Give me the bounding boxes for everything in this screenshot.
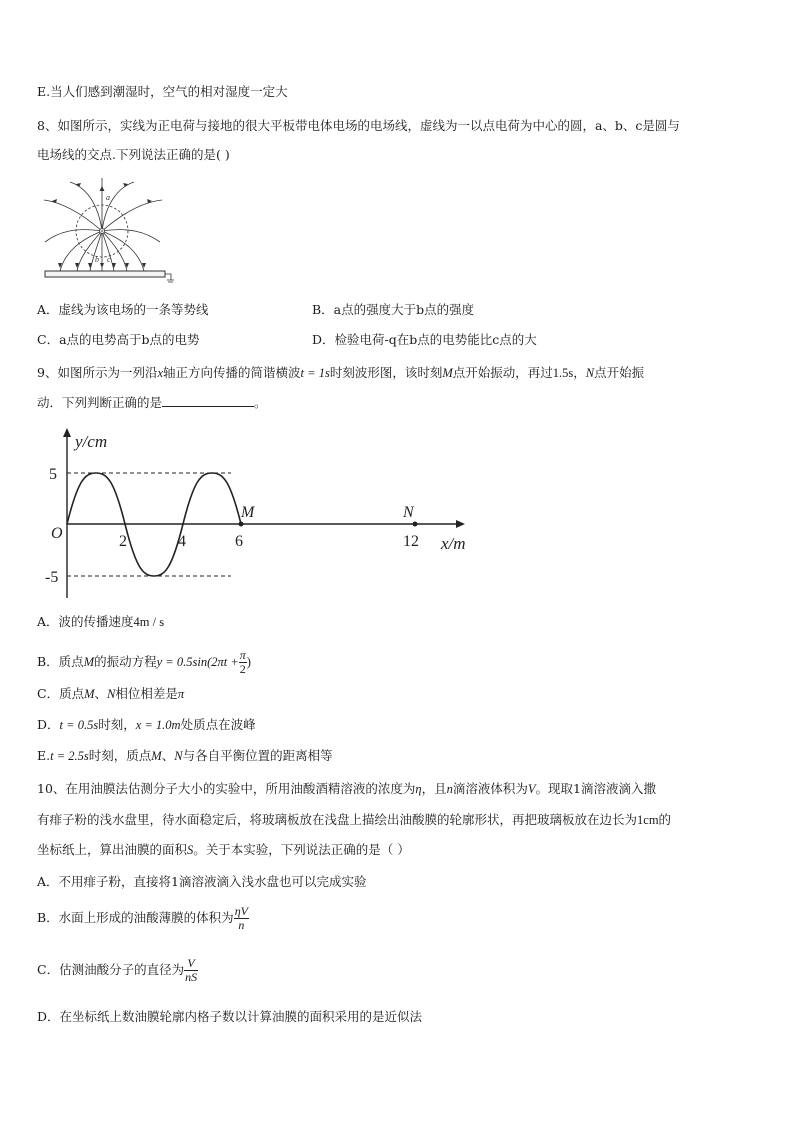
q9-origin: O	[51, 525, 63, 542]
q9-option-d: D．t = 0.5s时刻，x = 1.0m处质点在波峰	[37, 717, 256, 732]
q9-option-a: A．波的传播速度4m / s	[37, 614, 165, 629]
q7-option-e: E.当人们感到潮湿时，空气的相对湿度一定大	[37, 84, 288, 99]
q8-stem-line1: 8、如图所示，实线为正电荷与接地的很大平板带电体电场的电场线，虚线为一以点电荷为中心的圆，a、b、c是圆与	[37, 118, 680, 133]
q9-x6: 6	[235, 533, 243, 550]
q8-point-a: a	[106, 193, 110, 202]
q10-stem-line1: 10、在用油膜法估测分子大小的实验中，所用油酸酒精溶液的浓度为η，且n滴溶液体积为V。现取1滴溶液滴入撒	[37, 781, 657, 796]
q8-point-c: c	[107, 255, 111, 264]
q8-option-b: B．a点的强度大于b点的强度	[312, 302, 475, 317]
q9-y5: 5	[49, 466, 57, 483]
q8-field-diagram	[40, 172, 174, 290]
q9-x2: 2	[119, 533, 127, 550]
q9-wave-graph	[45, 425, 475, 600]
q8-option-d: D．检验电荷-q在b点的电势能比c点的大	[312, 332, 537, 347]
q9-x12: 12	[403, 533, 419, 550]
q9-stem-line2: 动．下列判断正确的是 。	[37, 395, 267, 410]
q9-xlabel: x/m	[441, 534, 466, 553]
q9-point-n: N	[403, 504, 414, 521]
q9-option-e: E.t = 2.5s时刻，质点M、N与各自平衡位置的距离相等	[37, 748, 333, 763]
q9-option-c: C．质点M、N相位相差是π	[37, 686, 185, 701]
q8-point-b: b	[95, 255, 99, 264]
q8-option-c: C．a点的电势高于b点的电势	[37, 332, 200, 347]
q9-option-b: B．质点M的振动方程y = 0.5sin(2πt + $\frac{\pi}{2}$ )	[37, 648, 251, 676]
q10-option-a: A．不用痱子粉，直接将1滴溶液滴入浅水盘也可以完成实验	[37, 874, 367, 889]
q9-x4: 4	[178, 533, 186, 550]
q9-yneg5: -5	[45, 569, 59, 586]
q10-stem-line2: 有痱子粉的浅水盘里，待水面稳定后，将玻璃板放在浅盘上描绘出油酸膜的轮廓形状，再把玻璃板放在边长为1cm的	[37, 812, 672, 827]
answer-blank[interactable]	[162, 394, 254, 407]
q10-stem-line3: 坐标纸上，算出油膜的面积S。关于本实验，下列说法正确的是（ ）	[37, 842, 410, 857]
q10-option-d: D．在坐标纸上数油膜轮廓内格子数以计算油膜的面积采用的是近似法	[37, 1009, 423, 1024]
q8-stem-line2: 电场线的交点.下列说法正确的是( )	[37, 147, 230, 162]
q9-stem-line1: 9、如图所示为一列沿x轴正方向传播的简谐横波t = 1s时刻波形图，该时刻M点开始振动，再过1.5s，N点开始振	[37, 365, 645, 380]
q9-point-m: M	[241, 504, 255, 521]
q9-ylabel: y/cm	[75, 432, 108, 451]
q10-option-b: B．水面上形成的油酸薄膜的体积为 $\frac{\eta V}{n}$	[37, 904, 248, 932]
q8-option-a: A．虚线为该电场的一条等势线	[37, 302, 209, 317]
q10-option-c: C．估测油酸分子的直径为 $\frac{V}{nS}$	[37, 956, 198, 984]
